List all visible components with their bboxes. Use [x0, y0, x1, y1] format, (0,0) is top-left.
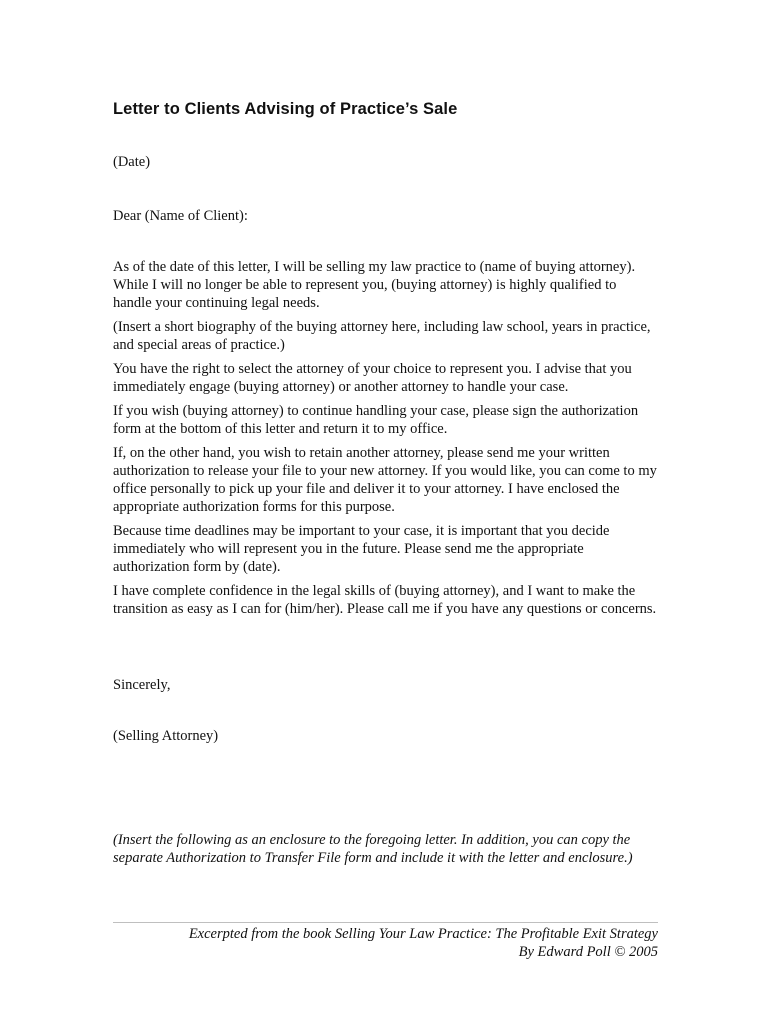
footer [113, 925, 658, 961]
paragraph-confidence: I have complete confidence in the legal skills of (buying attorney), and I want to make the transition as easy as I can for (him/her). Please call me if you have any questions or concerns. [113, 583, 657, 617]
closing: Sincerely, [113, 677, 171, 693]
paragraph-biography: (Insert a short biography of the buying attorney here, including law school, years in practice, and special areas of practice.) [113, 319, 651, 353]
paragraph-continue-handling: If you wish (buying attorney) to continue handling your case, please sign the authorization form at the bottom of this letter and return it to my office. [113, 403, 639, 437]
enclosure-note: (Insert the following as an enclosure to the foregoing letter. In addition, you can copy the separate Authorization to Transfer File form and include it with the letter and enclosure.) [113, 832, 633, 866]
paragraph-right-to-select: You have the right to select the attorney of your choice to represent you. I advise that you immediately engage (buying attorney) or another attorney to handle your case. [113, 361, 632, 395]
date-placeholder: (Date) [113, 154, 151, 170]
footer-divider [113, 922, 658, 923]
letter-body [113, 258, 658, 624]
paragraph-retain-another: If, on the other hand, you wish to retain another attorney, please send me your written authorization to release your file to your new attorney. If you would like, you can come to my office personally to pick up your file and deliver it to your attorney. I have enclosed the appropriate authorization forms for this purpose. [113, 445, 657, 515]
salutation: Dear (Name of Client): [113, 208, 248, 224]
footer-author-copyright: By Edward Poll © 2005 [518, 944, 658, 960]
footer-book-excerpt: Excerpted from the book Selling Your Law Practice: The Profitable Exit Strategy [188, 926, 658, 942]
paragraph-sale-notice: As of the date of this letter, I will be selling my law practice to (name of buying attorney). While I will no longer be able to represent you, (buying attorney) is highly qualified to handle your continuing legal needs. [113, 259, 636, 311]
signature-placeholder: (Selling Attorney) [113, 728, 219, 744]
paragraph-deadlines: Because time deadlines may be important to your case, it is important that you decide immediately who will represent you in the future. Please send me the appropriate authorization form by (date). [113, 523, 610, 575]
document-title: Letter to Clients Advising of Practice’s Sale [113, 100, 458, 118]
